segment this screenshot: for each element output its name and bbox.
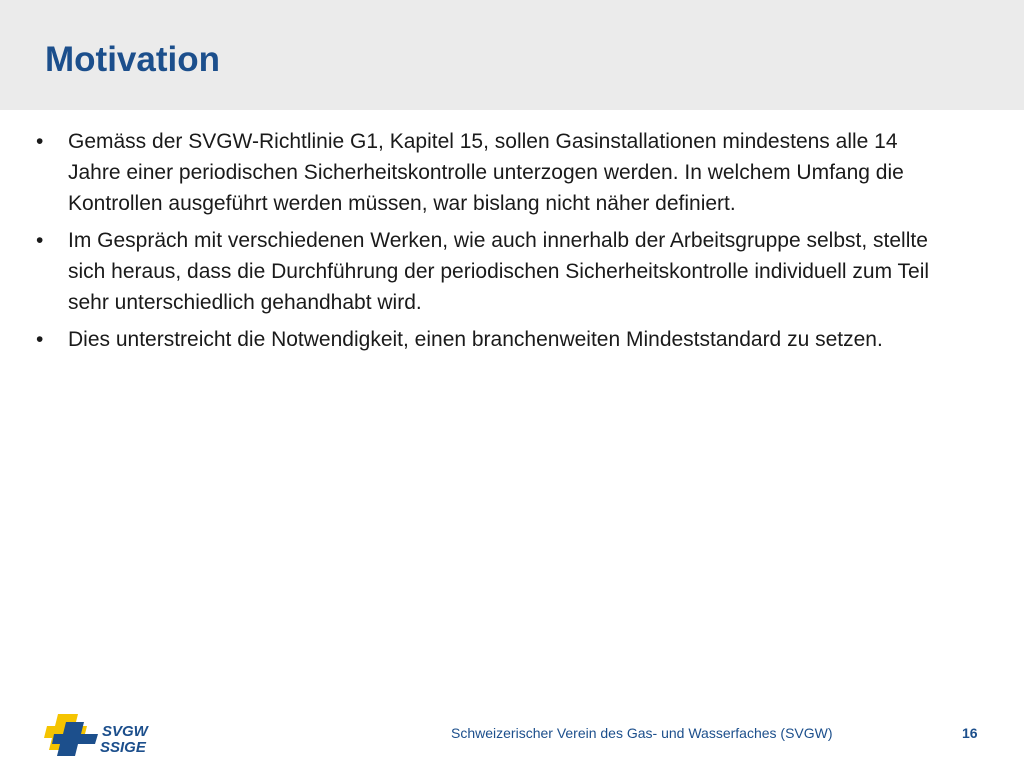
bullet-item — [36, 126, 936, 219]
bullet-text: Dies unterstreicht die Notwendigkeit, einen branchenweiten Mindeststandard zu setzen. — [68, 328, 883, 351]
logo-text-svgw: SVGW — [102, 723, 148, 740]
bullet-symbol: • — [36, 229, 44, 252]
bullet-text: Gemäss der SVGW-Richtlinie G1, Kapitel 15, sollen Gasinstallationen mindestens alle 14 Jahre einer periodischen Sicherheitskontrolle unterzogen werden. In welchem Umfang die Kontrollen ausgeführt werden müssen, war bislang nicht näher definiert. — [68, 130, 904, 215]
footer-organization: Schweizerischer Verein des Gas- und Wasserfaches (SVGW) — [451, 725, 833, 741]
bullet-item — [36, 324, 936, 355]
bullet-symbol: • — [36, 130, 44, 153]
bullet-text: Im Gespräch mit verschiedenen Werken, wie auch innerhalb der Arbeitsgruppe selbst, stellte sich heraus, dass die Durchführung der periodischen Sicherheitskontrolle individuell zum Teil sehr unterschiedlich gehandhabt wird. — [68, 229, 930, 314]
bullet-symbol: • — [36, 328, 44, 351]
slide-header — [0, 0, 1024, 110]
bullet-list — [36, 126, 936, 361]
svgw-logo — [44, 710, 164, 760]
slide-title: Motivation — [45, 40, 220, 79]
page-number: 16 — [962, 725, 978, 741]
bullet-item — [36, 225, 936, 318]
logo-text-ssige: SSIGE — [100, 739, 146, 756]
